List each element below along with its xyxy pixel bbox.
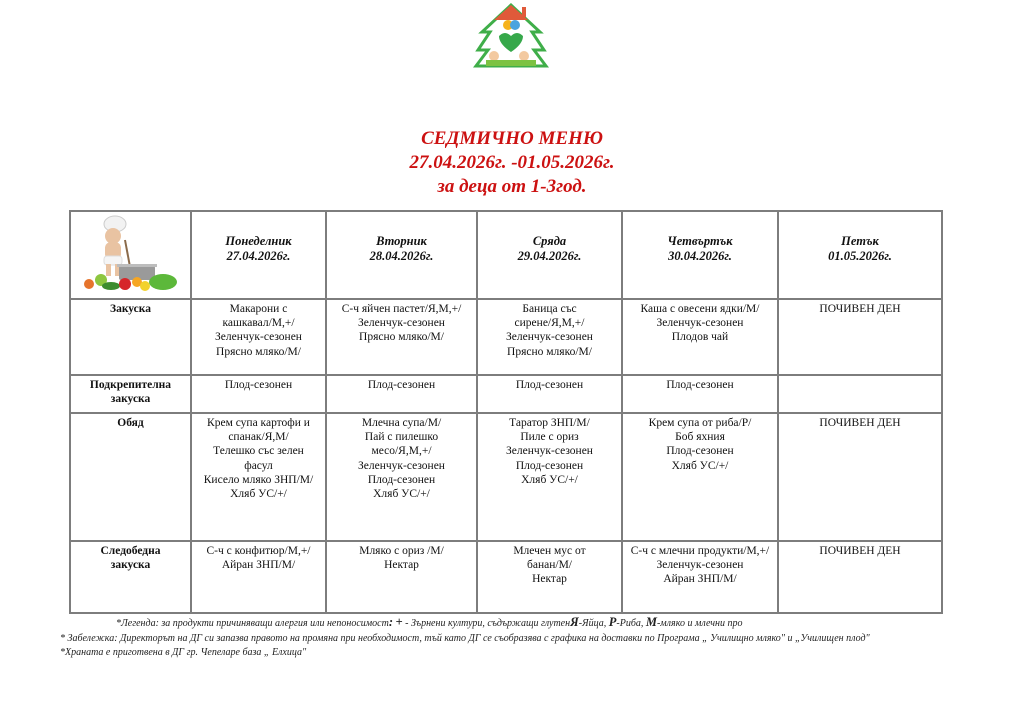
menu-cell: Млечна супа/М/ Пай с пилешко месо/Я,М,+/ Зеленчук-сезонен Плод-сезонен Хляб УС/+/ [326,413,477,541]
legend-plus-text: - Зърнени култури, съдържащи глутен [402,618,571,629]
menu-cell: Макарони с кашкавал/М,+/ Зеленчук-сезонен Прясно мляко/М/ [191,299,326,375]
legend-egg-text: -Яйца, [578,618,607,629]
menu-cell: С-ч с млечни продукти/М,+/ Зеленчук-сезонен Айран ЗНП/М/ [622,541,778,613]
preparation-note: *Храната е приготвена в ДГ гр. Чепеларе база „ Елхица" [60,647,307,658]
menu-cell: Млечен мус от банан/М/ Нектар [477,541,622,613]
menu-cell: С-ч с конфитюр/М,+/ Айран ЗНП/М/ [191,541,326,613]
menu-cell: Таратор ЗНП/М/ Пиле с ориз Зеленчук-сезонен Плод-сезонен Хляб УС/+/ [477,413,622,541]
menu-cell [778,375,942,413]
table-row-lunch [70,413,942,541]
corner-image-cell [70,211,191,299]
menu-cell: Крем супа от риба/Р/ Боб яхния Плод-сезонен Хляб УС/+/ [622,413,778,541]
title-age-group: за деца от 1-3год. [437,176,587,197]
day-header-friday [778,211,942,299]
legend-milk-symbol: М [645,615,657,629]
legend-asterisk: * [116,618,121,629]
kindergarten-logo [472,2,550,70]
menu-cell: Каша с овесени ядки/М/ Зеленчук-сезонен Плодов чай [622,299,778,375]
meal-label: Обяд [70,413,191,541]
allergen-legend [60,615,1020,632]
legend-plus-symbol: + [395,615,403,629]
legend-text: Легенда: за продукти причиняващи алергия или непоносимост [121,618,389,629]
title-date-range: 27.04.2026г. -01.05.2026г. [409,152,615,173]
footnotes [60,615,1020,661]
day-name: Четвъртък [667,234,733,248]
menu-title [0,127,1024,199]
day-name: Понеделник [225,234,292,248]
day-header-monday [191,211,326,299]
day-date: 28.04.2026г. [369,249,434,263]
day-name: Петък [841,234,879,248]
table-row-afternoon-snack [70,541,942,613]
meal-label: Подкрепителна закуска [70,375,191,413]
legend-milk-text: -мляко и млечни про [656,618,743,629]
menu-cell: Плод-сезонен [477,375,622,413]
legend-colon: : [388,615,393,629]
day-date: 29.04.2026г. [517,249,582,263]
title-heading: СЕДМИЧНО МЕНЮ [421,128,603,149]
table-header-row [70,211,942,299]
menu-cell: Плод-сезонен [622,375,778,413]
day-header-thursday [622,211,778,299]
chef-baby-image [75,214,187,294]
table-row-snack [70,375,942,413]
weekly-menu-table [69,210,943,614]
day-header-wednesday [477,211,622,299]
legend-fish-symbol: Р [608,615,617,629]
meal-label: Закуска [70,299,191,375]
menu-cell: Крем супа картофи и спанак/Я,М/ Телешко със зелен фасул Кисело мляко ЗНП/М/ Хляб УС/+/ [191,413,326,541]
menu-cell: ПОЧИВЕН ДЕН [778,541,942,613]
menu-cell: Плод-сезонен [326,375,477,413]
menu-cell: С-ч яйчен пастет/Я,М,+/ Зеленчук-сезонен Прясно мляко/М/ [326,299,477,375]
legend-egg-symbol: Я [570,615,579,629]
day-name: Сряда [532,234,567,248]
menu-cell: Мляко с ориз /М/ Нектар [326,541,477,613]
menu-cell: ПОЧИВЕН ДЕН [778,299,942,375]
menu-cell: Баница със сирене/Я,М,+/ Зеленчук-сезонен Прясно мляко/М/ [477,299,622,375]
day-date: 27.04.2026г. [226,249,291,263]
meal-label: Следобедна закуска [70,541,191,613]
table-row-breakfast [70,299,942,375]
menu-cell: Плод-сезонен [191,375,326,413]
director-note: * Забележка: Директорът на ДГ си запазва правото на промяна при необходимост, тъй като ДГ се съобразява с графика на доставки по Програма „ Училищно мляко" и „Училищен плод" [60,632,870,644]
legend-fish-text: -Риба, [616,618,644,629]
day-date: 30.04.2026г. [668,249,732,263]
menu-cell: ПОЧИВЕН ДЕН [778,413,942,541]
day-name: Вторник [376,234,427,248]
day-header-tuesday [326,211,477,299]
day-date: 01.05.2026г. [828,249,892,263]
